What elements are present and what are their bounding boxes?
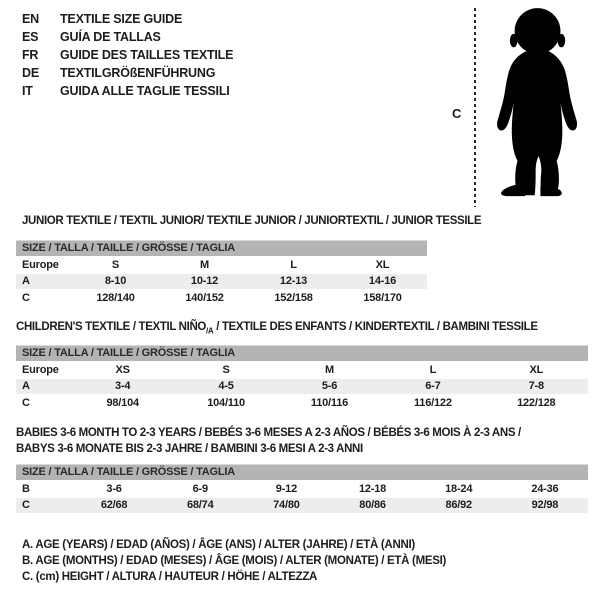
cell: L bbox=[381, 362, 484, 379]
table-row-height bbox=[16, 290, 427, 307]
cell: 14-16 bbox=[338, 273, 427, 290]
lang-code: ES bbox=[22, 30, 39, 44]
children-size-table bbox=[16, 345, 588, 412]
cell: 110/116 bbox=[278, 395, 381, 412]
lang-row-en bbox=[22, 10, 233, 28]
size-header-row bbox=[16, 465, 588, 481]
size-header-row bbox=[16, 241, 427, 257]
cell: 122/128 bbox=[485, 395, 588, 412]
lang-code: FR bbox=[22, 48, 39, 62]
height-dashed-line bbox=[474, 8, 476, 207]
cell: 24-36 bbox=[502, 481, 588, 498]
cell: 140/152 bbox=[160, 290, 249, 307]
lang-code: DE bbox=[22, 66, 39, 80]
cell: 6-7 bbox=[381, 378, 484, 395]
cell: 3-4 bbox=[71, 378, 174, 395]
cell: 128/140 bbox=[71, 290, 160, 307]
language-title-block bbox=[22, 10, 233, 100]
lang-code: EN bbox=[22, 12, 39, 26]
row-label: C bbox=[16, 395, 71, 412]
babies-size-table bbox=[16, 464, 588, 514]
cell: S bbox=[71, 257, 160, 274]
cell: 9-12 bbox=[243, 481, 329, 498]
cell: M bbox=[160, 257, 249, 274]
footnotes-block bbox=[22, 537, 446, 585]
row-label: B bbox=[16, 481, 71, 498]
cell: 104/110 bbox=[174, 395, 277, 412]
cell: 116/122 bbox=[381, 395, 484, 412]
cell: 80/86 bbox=[329, 497, 415, 514]
lang-title: GUIDE DES TAILLES TEXTILE bbox=[60, 48, 234, 62]
cell: 62/68 bbox=[71, 497, 157, 514]
cell: 6-9 bbox=[157, 481, 243, 498]
cell: 4-5 bbox=[174, 378, 277, 395]
footnote-b: B. AGE (MONTHS) / EDAD (MESES) / ÂGE (MOIS) / ALTER (MONATE) / ETÀ (MESI) bbox=[22, 555, 447, 567]
cell: 86/92 bbox=[416, 497, 502, 514]
size-header-label: SIZE / TALLA / TAILLE / GRÖSSE / TAGLIA bbox=[16, 465, 588, 481]
cell: 152/158 bbox=[249, 290, 338, 307]
cell: M bbox=[278, 362, 381, 379]
size-header-label: SIZE / TALLA / TAILLE / GRÖSSE / TAGLIA bbox=[16, 241, 427, 257]
cell: 3-6 bbox=[71, 481, 157, 498]
cell: 92/98 bbox=[502, 497, 588, 514]
babies-title-line2: BABYS 3-6 MONATE BIS 2-3 JAHRE / BAMBINI 3-6 MESI A 2-3 ANNI bbox=[16, 442, 363, 455]
cell: 8-10 bbox=[71, 273, 160, 290]
row-label: C bbox=[16, 497, 71, 514]
row-label: A bbox=[16, 273, 71, 290]
row-label: A bbox=[16, 378, 71, 395]
row-label: Europe bbox=[16, 362, 71, 379]
table-row-age bbox=[16, 378, 588, 395]
cell: 5-6 bbox=[278, 378, 381, 395]
height-measure-label: C bbox=[452, 106, 462, 121]
lang-row-de bbox=[22, 64, 233, 82]
children-title-part2: / TEXTILE DES ENFANTS / KINDERTEXTIL / BAMBINI TESSILE bbox=[213, 321, 538, 333]
children-title-sub: /A bbox=[206, 326, 214, 336]
cell: 18-24 bbox=[416, 481, 502, 498]
junior-size-table bbox=[16, 240, 427, 307]
cell: 158/170 bbox=[338, 290, 427, 307]
cell: XL bbox=[485, 362, 588, 379]
lang-code: IT bbox=[22, 84, 33, 98]
table-row-age bbox=[16, 273, 427, 290]
children-table-title bbox=[16, 321, 538, 335]
table-row-age-months bbox=[16, 481, 588, 498]
row-label: C bbox=[16, 290, 71, 307]
cell: 12-18 bbox=[329, 481, 415, 498]
junior-table-title: JUNIOR TEXTILE / TEXTIL JUNIOR/ TEXTILE JUNIOR / JUNIORTEXTIL / JUNIOR TESSILE bbox=[22, 215, 482, 227]
table-row-europe bbox=[16, 362, 588, 379]
lang-row-it bbox=[22, 82, 233, 100]
row-label: Europe bbox=[16, 257, 71, 274]
footnote-a: A. AGE (YEARS) / EDAD (AÑOS) / ÂGE (ANS) / ALTER (JAHRE) / ETÀ (ANNI) bbox=[22, 539, 415, 551]
lang-title: TEXTILE SIZE GUIDE bbox=[60, 12, 183, 26]
lang-title: GUIDA ALLE TAGLIE TESSILI bbox=[60, 84, 230, 98]
baby-silhouette-icon bbox=[486, 4, 591, 207]
lang-row-fr bbox=[22, 46, 233, 64]
size-header-label: SIZE / TALLA / TAILLE / GRÖSSE / TAGLIA bbox=[16, 346, 588, 362]
cell: 7-8 bbox=[485, 378, 588, 395]
cell: 10-12 bbox=[160, 273, 249, 290]
lang-title: TEXTILGRÖßENFÜHRUNG bbox=[60, 66, 216, 80]
cell: L bbox=[249, 257, 338, 274]
size-header-row bbox=[16, 346, 588, 362]
children-title-part1: CHILDREN'S TEXTILE / TEXTIL NIÑO bbox=[16, 321, 207, 333]
lang-title: GUÍA DE TALLAS bbox=[60, 30, 161, 44]
footnote-c: C. (cm) HEIGHT / ALTURA / HAUTEUR / HÖHE / ALTEZZA bbox=[22, 571, 318, 583]
cell: XS bbox=[71, 362, 174, 379]
table-row-europe bbox=[16, 257, 427, 274]
cell: S bbox=[174, 362, 277, 379]
cell: 68/74 bbox=[157, 497, 243, 514]
lang-row-es bbox=[22, 28, 233, 46]
cell: 98/104 bbox=[71, 395, 174, 412]
table-row-height bbox=[16, 395, 588, 412]
babies-title-line1: BABIES 3-6 MONTH TO 2-3 YEARS / BEBÉS 3-6 MESES A 2-3 AÑOS / BÉBÉS 3-6 MOIS À 2-3 ANS / bbox=[16, 427, 521, 439]
cell: 74/80 bbox=[243, 497, 329, 514]
cell: XL bbox=[338, 257, 427, 274]
table-row-height bbox=[16, 497, 588, 514]
cell: 12-13 bbox=[249, 273, 338, 290]
babies-table-title bbox=[16, 426, 521, 457]
